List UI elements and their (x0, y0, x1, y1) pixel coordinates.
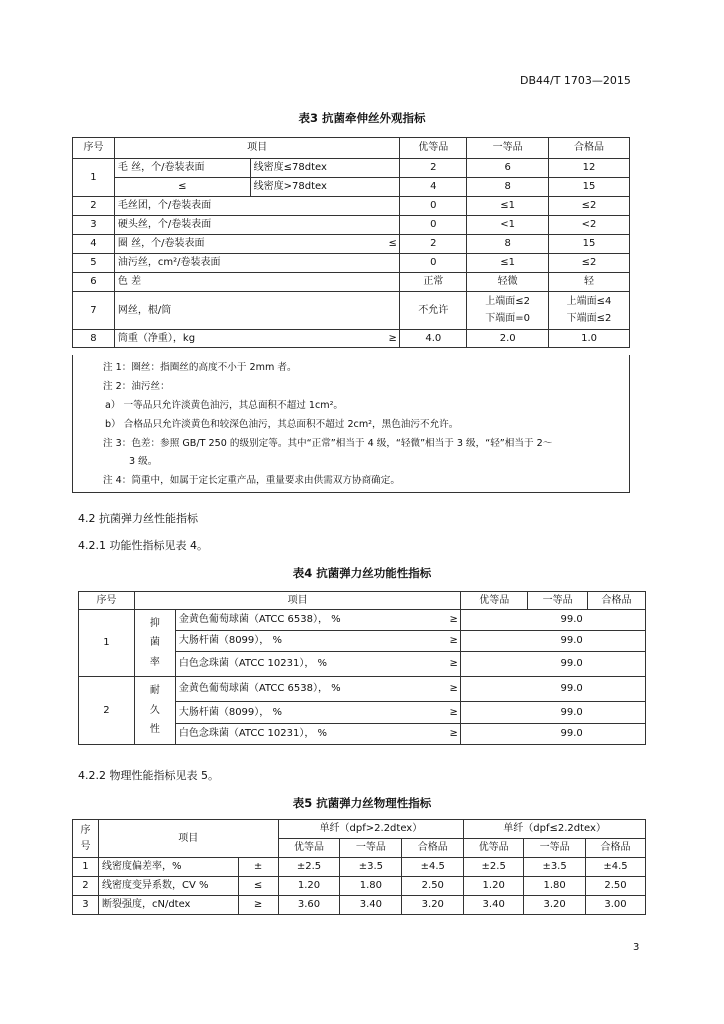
cell: 4 (400, 178, 467, 197)
table5 (72, 819, 646, 915)
row-symbol: ≥ (449, 706, 458, 718)
cell: 99.0 (461, 610, 646, 631)
group-char: 抑 (149, 617, 160, 629)
table-row (79, 677, 646, 702)
grade-header: 一等品 (340, 839, 402, 858)
cell: 2 (400, 235, 467, 254)
table-row (73, 877, 646, 896)
row-no: 1 (73, 159, 115, 197)
row-symbol: ≤ (388, 238, 397, 249)
row-item (175, 724, 460, 745)
cell: 1.20 (278, 877, 340, 896)
table3 (72, 137, 630, 348)
row-symbol: ≥ (449, 635, 458, 646)
row-no: 5 (73, 254, 115, 273)
table-row (79, 610, 646, 631)
cell: 99.0 (461, 702, 646, 724)
row-condition: 线密度>78dtex (250, 178, 400, 197)
cell (467, 292, 549, 330)
group-char: 率 (149, 656, 160, 668)
group-char: 耐 (149, 685, 160, 697)
cell: 3.40 (340, 896, 402, 915)
table4-header-grade-c: 合格品 (588, 592, 646, 610)
cell: 99.0 (461, 631, 646, 652)
section-4-2-1-heading: 4.2.1 功能性指标见表 4。 (78, 539, 208, 552)
row-item (175, 631, 460, 652)
cell: 2.50 (402, 877, 464, 896)
row-item-text: 大肠杆菌（8099）， % (178, 706, 282, 718)
table-row (73, 292, 630, 330)
table4-header-item: 项目 (134, 592, 460, 610)
cell: 8 (467, 235, 549, 254)
table3-header-grade-c: 合格品 (549, 138, 630, 159)
grade-header: 一等品 (524, 839, 586, 858)
table3-header-grade-a: 优等品 (400, 138, 467, 159)
note-2b: b） 合格品只允许淡黄色和较深色油污，其总面积不超过 2cm²，黑色油污不允许。 (105, 419, 459, 430)
row-item-text: 金黄色葡萄球菌（ATCC 6538）， % (178, 614, 341, 625)
table4-header-row (79, 592, 646, 610)
table5-header-row (73, 820, 646, 839)
cell: 12 (549, 159, 630, 178)
group-char: 性 (149, 724, 160, 736)
table4-header-no: 序号 (79, 592, 135, 610)
row-symbol: ≥ (449, 683, 458, 694)
row-no: 2 (79, 677, 135, 745)
grade-header: 合格品 (402, 839, 464, 858)
row-symbol: ≥ (238, 896, 278, 915)
cell-line: 上端面≤4 (566, 296, 612, 307)
cell: 2 (400, 159, 467, 178)
row-item (114, 330, 399, 348)
cell: 不允许 (400, 292, 467, 330)
group-label (134, 677, 175, 745)
row-item (175, 610, 460, 631)
row-symbol: ≥ (449, 658, 458, 669)
table-row (73, 858, 646, 877)
table5-group-2: 单纤（dpf≤2.2dtex） (464, 820, 646, 839)
table4-header-grade-b: 一等品 (528, 592, 588, 610)
table5-header-item: 项目 (98, 820, 278, 858)
row-item-text: 大肠杆菌（8099）， % (178, 635, 282, 646)
cell: 0 (400, 216, 467, 235)
table4-caption: 表4 抗菌弹力丝功能性指标 (292, 566, 432, 580)
cell: 2.0 (467, 330, 549, 348)
table3-caption: 表3 抗菌牵伸丝外观指标 (298, 111, 426, 125)
row-item: 毛 丝，个/卷装表面 (114, 159, 250, 178)
cell: 正常 (400, 273, 467, 292)
row-symbol: ≤ (114, 178, 250, 197)
row-item (175, 652, 460, 677)
row-no: 1 (73, 858, 99, 877)
table3-header-row (73, 138, 630, 159)
row-no: 2 (73, 877, 99, 896)
table4 (78, 591, 646, 745)
cell: ±4.5 (402, 858, 464, 877)
group-char: 菌 (149, 637, 160, 649)
row-no: 7 (73, 292, 115, 330)
cell: 1.0 (549, 330, 630, 348)
row-symbol: ≥ (449, 728, 458, 739)
cell: ±2.5 (464, 858, 524, 877)
table-row (73, 330, 630, 348)
row-item: 网丝，根/筒 (114, 292, 399, 330)
row-no: 4 (73, 235, 115, 254)
row-item: 硬头丝，个/卷装表面 (114, 216, 399, 235)
table3-header-item: 项目 (114, 138, 399, 159)
section-4-2-heading: 4.2 抗菌弹力丝性能指标 (78, 512, 198, 525)
table5-caption: 表5 抗菌弹力丝物理性指标 (292, 796, 432, 810)
note-2a: a） 一等品只允许淡黄色油污，其总面积不超过 1cm²。 (105, 400, 344, 411)
table4-header-grade-a: 优等品 (461, 592, 528, 610)
cell: 3.20 (402, 896, 464, 915)
note-1: 注 1：圈丝：指圈丝的高度不小于 2mm 者。 (103, 362, 297, 373)
row-item-text: 金黄色葡萄球菌（ATCC 6538）， % (178, 683, 341, 694)
table3-notes (72, 355, 630, 493)
cell-line: 下端面≤2 (566, 313, 612, 324)
row-item-text: 圈 丝，个/卷装表面 (117, 238, 205, 249)
table-row (73, 254, 630, 273)
cell: 3.60 (278, 896, 340, 915)
row-no: 8 (73, 330, 115, 348)
cell: 99.0 (461, 652, 646, 677)
cell: 轻微 (467, 273, 549, 292)
table-row (73, 896, 646, 915)
row-no: 6 (73, 273, 115, 292)
table-row (73, 197, 630, 216)
page-number: 3 (633, 942, 640, 953)
table5-group-1: 单纤（dpf>2.2dtex） (278, 820, 464, 839)
header-char: 序 (80, 824, 91, 836)
cell: 1.80 (524, 877, 586, 896)
row-item-text: 白色念珠菌（ATCC 10231）， % (178, 728, 328, 739)
row-no: 3 (73, 216, 115, 235)
table-row (73, 216, 630, 235)
row-symbol: ≤ (238, 877, 278, 896)
row-item-text: 筒重（净重），kg (117, 332, 196, 344)
cell: 1.20 (464, 877, 524, 896)
cell: ≤1 (467, 197, 549, 216)
note-3: 注 3：色差：参照 GB/T 250 的级别定等。其中“正常”相当于 4 级，“轻微”相当于 3 级，“轻”相当于 2～ (103, 438, 553, 449)
cell: ≤2 (549, 254, 630, 273)
cell-line: 下端面=0 (485, 313, 531, 324)
note-3-cont: 3 级。 (129, 456, 158, 467)
table-row (73, 159, 630, 178)
cell: 3.40 (464, 896, 524, 915)
cell: 1.80 (340, 877, 402, 896)
cell: 轻 (549, 273, 630, 292)
row-no: 2 (73, 197, 115, 216)
group-char: 久 (149, 704, 160, 716)
cell: 99.0 (461, 677, 646, 702)
row-item-text: 白色念珠菌（ATCC 10231）， % (178, 658, 328, 669)
row-item: 色 差 (114, 273, 399, 292)
row-symbol: ≥ (449, 614, 458, 625)
cell: ±3.5 (340, 858, 402, 877)
cell: <2 (549, 216, 630, 235)
cell: ±3.5 (524, 858, 586, 877)
cell: 0 (400, 254, 467, 273)
doc-code-header: DB44/T 1703—2015 (520, 74, 631, 87)
grade-header: 合格品 (586, 839, 646, 858)
cell: <1 (467, 216, 549, 235)
row-symbol: ± (238, 858, 278, 877)
cell: ±4.5 (586, 858, 646, 877)
cell: 3.00 (586, 896, 646, 915)
header-char: 号 (80, 840, 91, 852)
row-item: 断裂强度，cN/dtex (98, 896, 238, 915)
cell: 3.20 (524, 896, 586, 915)
row-item (114, 235, 399, 254)
cell (549, 292, 630, 330)
group-label (134, 610, 175, 677)
cell: ≤1 (467, 254, 549, 273)
cell: 8 (467, 178, 549, 197)
row-symbol: ≥ (388, 332, 397, 344)
table3-header-grade-b: 一等品 (467, 138, 549, 159)
grade-header: 优等品 (464, 839, 524, 858)
table-row (73, 178, 630, 197)
row-no: 1 (79, 610, 135, 677)
note-4: 注 4：筒重中，如属于定长定重产品，重量要求由供需双方协商确定。 (103, 475, 400, 486)
cell: 99.0 (461, 724, 646, 745)
row-condition: 线密度≤78dtex (250, 159, 400, 178)
row-item (175, 677, 460, 702)
cell: 0 (400, 197, 467, 216)
cell: 4.0 (400, 330, 467, 348)
cell: ±2.5 (278, 858, 340, 877)
table-row (73, 273, 630, 292)
cell: 6 (467, 159, 549, 178)
row-item: 毛丝团，个/卷装表面 (114, 197, 399, 216)
row-no: 3 (73, 896, 99, 915)
cell-line: 上端面≤2 (485, 296, 531, 307)
row-item: 线密度偏差率，% (98, 858, 238, 877)
cell: ≤2 (549, 197, 630, 216)
grade-header: 优等品 (278, 839, 340, 858)
row-item: 油污丝，cm²/卷装表面 (114, 254, 399, 273)
cell: 15 (549, 235, 630, 254)
cell: 2.50 (586, 877, 646, 896)
section-4-2-2-heading: 4.2.2 物理性能指标见表 5。 (78, 769, 219, 782)
table-row (73, 235, 630, 254)
row-item (175, 702, 460, 724)
table5-header-no (73, 820, 99, 858)
table3-header-no: 序号 (73, 138, 115, 159)
note-2: 注 2：油污丝： (103, 381, 170, 392)
cell: 15 (549, 178, 630, 197)
row-item: 线密度变异系数，CV % (98, 877, 238, 896)
